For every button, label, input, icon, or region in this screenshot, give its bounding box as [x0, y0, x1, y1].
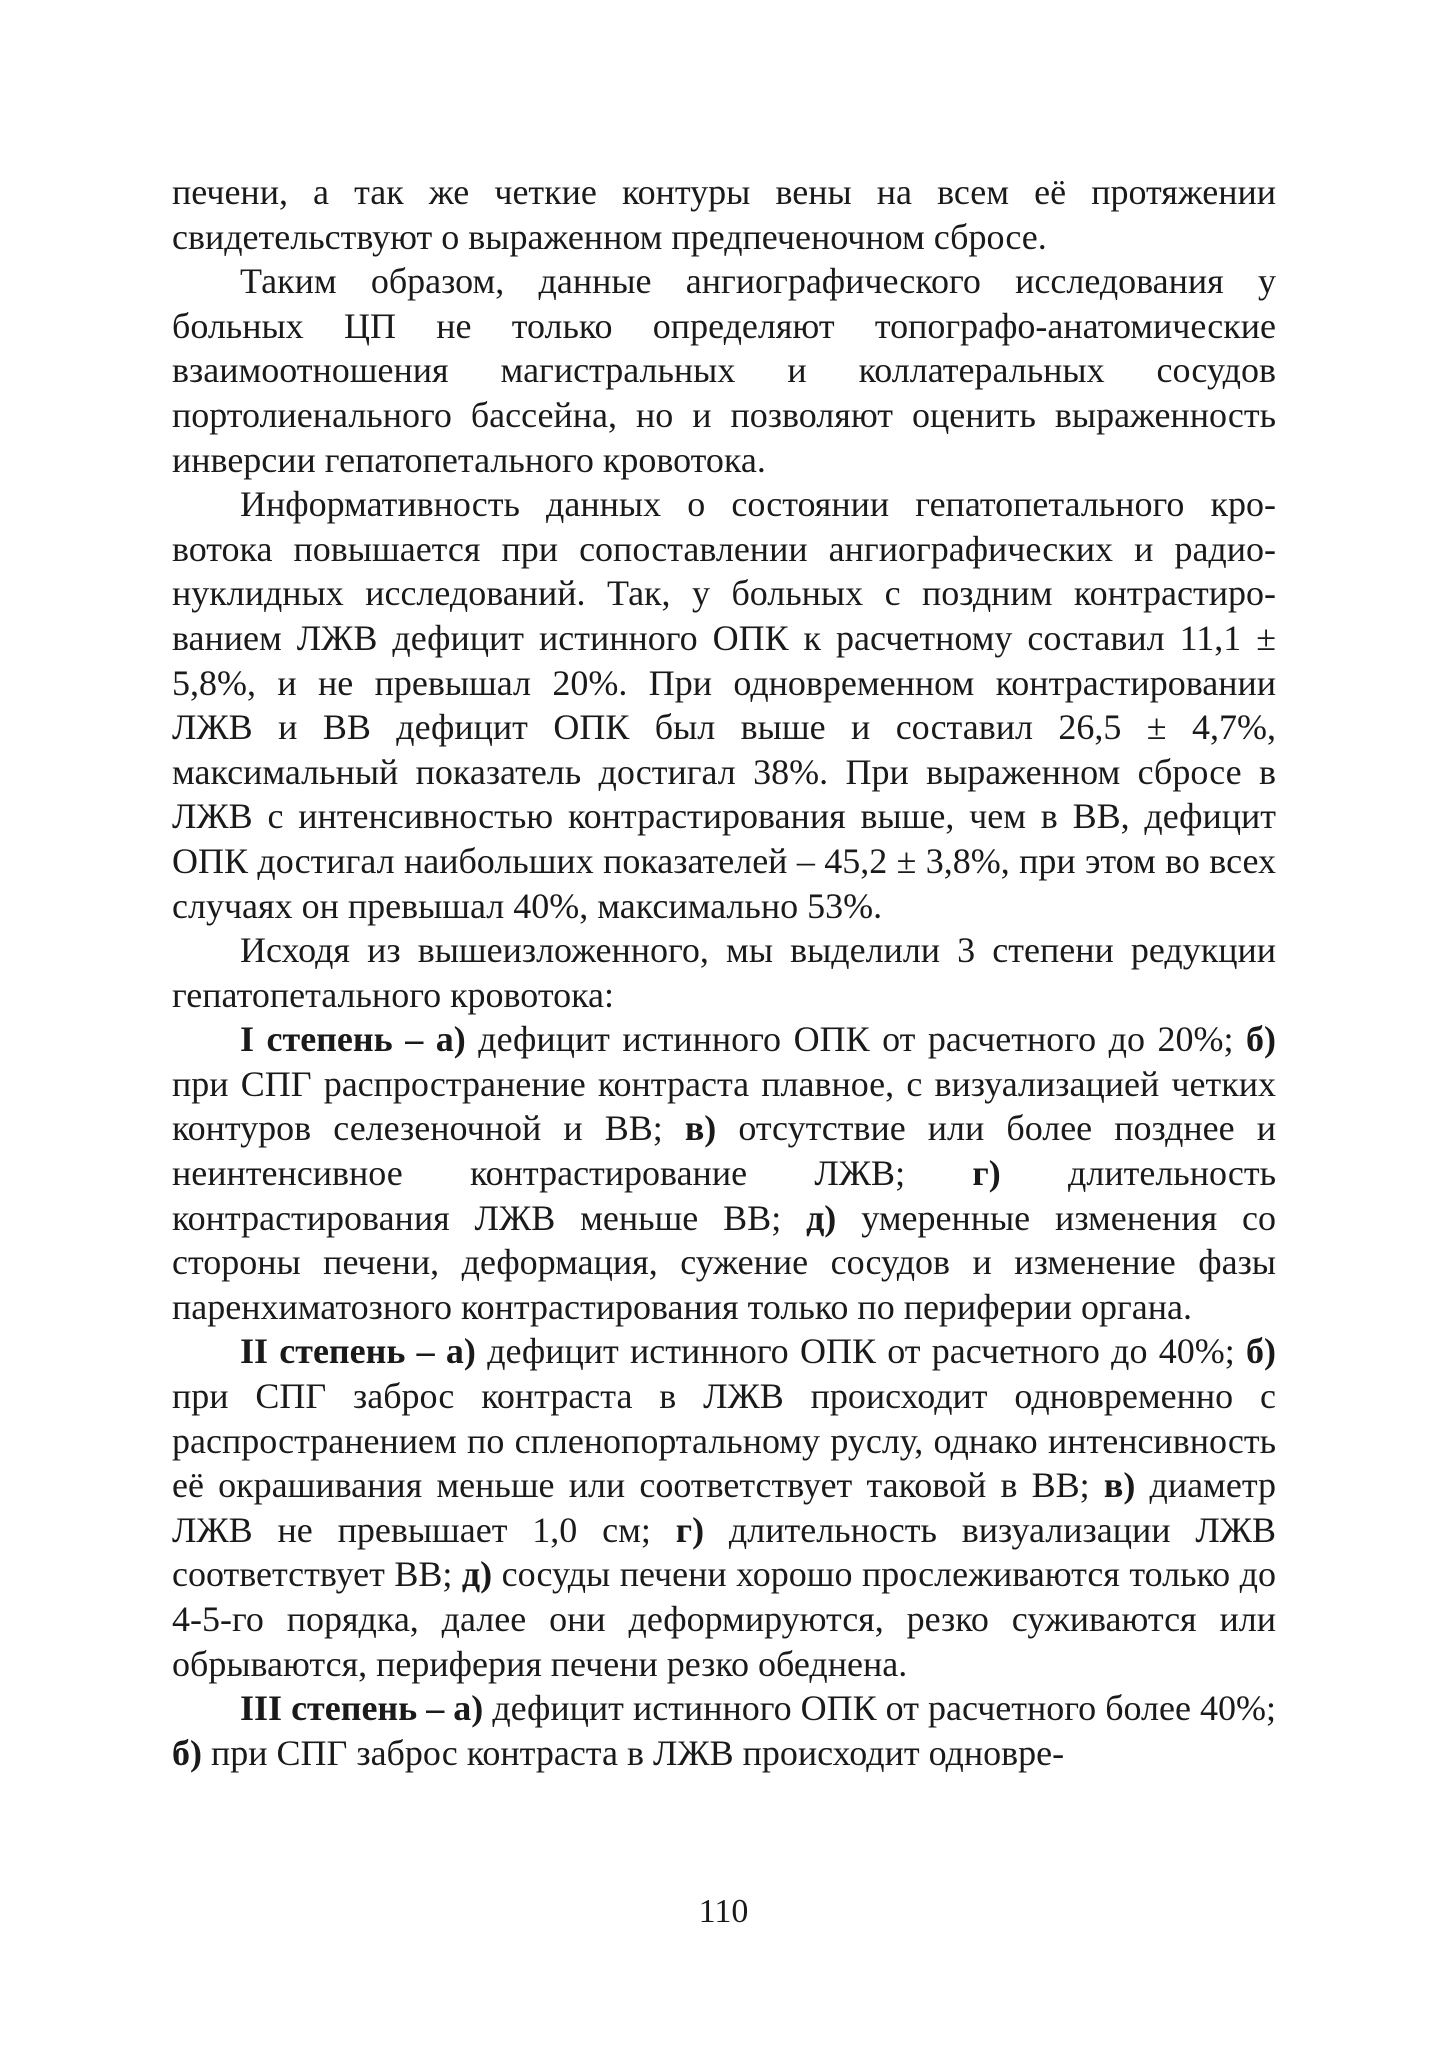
paragraph [172, 170, 1276, 259]
text-run: длительность визуализации ЛЖВ соответствует ВВ; [172, 1509, 1277, 1595]
bold-label: б) [1246, 1331, 1276, 1372]
paragraph [172, 928, 1276, 1017]
bold-label: д) [806, 1197, 837, 1238]
bold-label: г) [972, 1153, 1001, 1194]
bold-label: I степень – а) [240, 1019, 466, 1060]
text-run: умеренные изменения со стороны печени, деформация, сужение сосудов и изменение фазы паренхиматозного контрастирования только по периферии органа. [172, 1197, 1276, 1327]
text-run: сосуды печени хорошо прослеживаются только до 4-5-го порядка, далее они деформируются, резко суживаются или обрываются, периферия печени резко обеднена. [172, 1554, 1276, 1684]
bold-label: г) [675, 1509, 705, 1550]
text-run: дефицит истинного ОПК от расчетного до 40%; [475, 1331, 1246, 1372]
text-run: при СПГ заброс контраста в ЛЖВ происходит одновременно с распространением по спленопортальному руслу, однако интенсивность её окрашивания меньше или соответствует таковой в ВВ; [172, 1376, 1276, 1506]
bold-label: в) [1103, 1465, 1136, 1506]
text-run: отсутствие или более позднее и неинтенсивное контрастирование ЛЖВ; [172, 1108, 1276, 1194]
text-run: дефицит истинного ОПК от расчетного более 40%; [483, 1688, 1276, 1729]
paragraph [172, 1017, 1276, 1329]
bold-label: III степень – а) [240, 1688, 484, 1729]
text-run: Исходя из вышеизложенного, мы выделили 3 степени редукции гепатопетального кровотока: [172, 930, 1276, 1015]
page-number: 110 [698, 1893, 749, 1930]
paragraph [172, 1686, 1276, 1775]
bold-label: д) [461, 1554, 493, 1595]
text-run: длительность контрастирования ЛЖВ меньше ВВ; [172, 1153, 1276, 1238]
text-run: при СПГ заброс контраста в ЛЖВ происходит одновре- [202, 1732, 1065, 1773]
bold-label: б) [172, 1732, 202, 1773]
text-run: дефицит истинного ОПК от расчетного до 20%; [465, 1019, 1247, 1060]
bold-label: II степень – а) [240, 1331, 476, 1372]
bold-label: в) [684, 1108, 717, 1149]
text-run: печени, а так же четкие контуры вены на всем её протяжении свидетельствуют о выраженном предпеченочном сбросе. [172, 172, 1276, 257]
text-run: Информативность данных о состоянии гепатопетального кровотока повышается при сопоставлении ангиографических и радионуклидных исследований. Так, у больных с поздним контрастированием ЛЖВ дефицит истинного ОПК к расчетному составил 11,1 ± 5,8%, и не превышал 20%. При одновременном контрастировании ЛЖВ и ВВ дефицит ОПК был выше и составил 26,5 ± 4,7%, максимальный показатель достигал 38%. При выраженном сбросе в ЛЖВ с интенсивностью контрастирования выше, чем в ВВ, дефицит ОПК достигал наибольших показателей – 45,2 ± 3,8%, при этом во всех случаях он превышал 40%, максимально 53%. [172, 484, 1276, 926]
text-run: при СПГ распространение контраста плавное, с визуализацией четких контуров селезеночной и ВВ; [172, 1063, 1276, 1149]
text-run: Таким образом, данные ангиографического исследования у больных ЦП не только определяют топографо-анатомические взаимоотношения магистральных и коллатеральных сосудов портолиенального бассейна, но и позволяют оценить выраженность инверсии гепатопетального кровотока. [172, 261, 1276, 480]
bold-label: б) [1246, 1019, 1277, 1060]
paragraph [172, 1329, 1276, 1686]
paragraph [172, 259, 1276, 482]
body-text [172, 170, 1276, 1775]
text-run: диаметр ЛЖВ не превышает 1,0 см; [172, 1465, 1276, 1550]
paragraph [172, 482, 1276, 928]
